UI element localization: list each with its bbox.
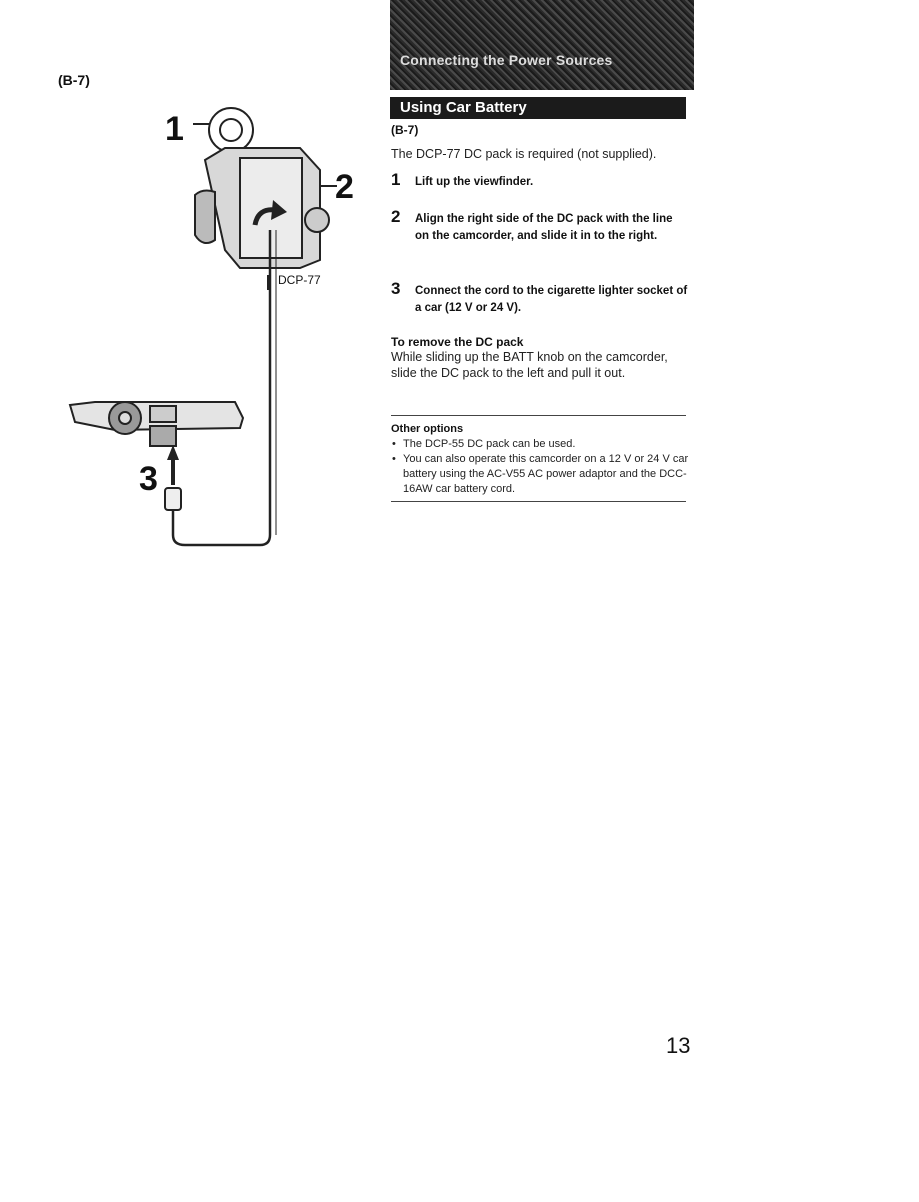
dc-pack-label: DCP-77	[278, 273, 321, 287]
callout-2: 2	[335, 168, 354, 206]
section-figure-reference: (B-7)	[391, 123, 419, 137]
step-text: Connect the cord to the cigarette lighter socket of a car (12 V or 24 V).	[415, 285, 688, 314]
callout-3: 3	[139, 460, 158, 498]
step-text: Align the right side of the DC pack with the line on the camcorder, and slide it in to the right.	[415, 213, 673, 242]
header-band	[390, 0, 694, 90]
chapter-title: Connecting the Power Sources	[400, 52, 613, 68]
callout-1: 1	[165, 110, 184, 148]
list-item: • The DCP-55 DC pack can be used.	[391, 437, 691, 452]
options-list	[391, 437, 691, 497]
step-number: 3	[391, 279, 401, 298]
section-title: Using Car Battery	[400, 99, 527, 116]
options-heading: Other options	[391, 423, 464, 435]
remove-instructions: While sliding up the BATT knob on the camcorder, slide the DC pack to the left and pull it out.	[391, 350, 668, 380]
lighter-plug	[165, 488, 181, 510]
camcorder-car-battery-illustration	[55, 100, 355, 550]
step-number: 1	[391, 170, 401, 189]
figure-reference: (B-7)	[58, 72, 90, 88]
intro-text: The DCP-77 DC pack is required (not supplied).	[391, 147, 657, 161]
divider	[391, 415, 686, 416]
viewfinder-eyecup	[209, 108, 253, 152]
remove-heading: To remove the DC pack	[391, 335, 524, 349]
page-number: 13	[666, 1033, 691, 1058]
step-text: Lift up the viewfinder.	[415, 176, 534, 188]
divider	[391, 501, 686, 502]
step-number: 2	[391, 207, 401, 226]
list-item: • You can also operate this camcorder on a 12 V or 24 V car battery using the AC-V55 AC power adaptor and the DCC-16AW car battery cord.	[391, 452, 691, 497]
